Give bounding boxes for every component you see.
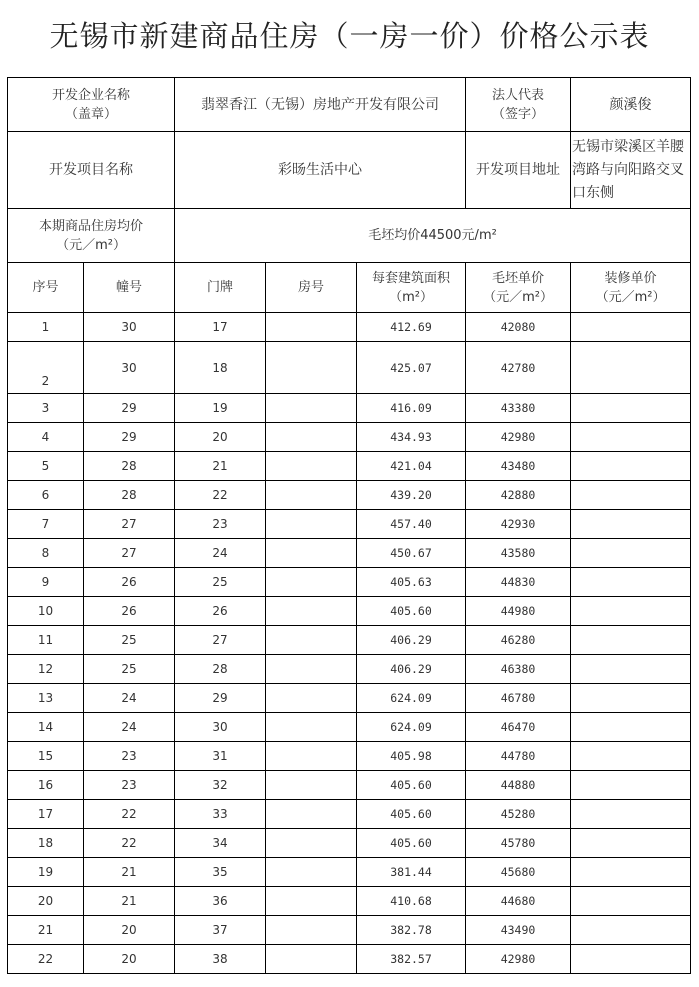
table-body bbox=[8, 78, 691, 974]
table-row bbox=[8, 626, 691, 655]
cell-room bbox=[266, 858, 357, 887]
cell-seq: 18 bbox=[8, 829, 84, 858]
cell-door: 28 bbox=[175, 655, 266, 684]
cell-rough-price: 46780 bbox=[466, 684, 571, 713]
cell-seq: 8 bbox=[8, 539, 84, 568]
cell-door: 19 bbox=[175, 394, 266, 423]
cell-rough-price: 42980 bbox=[466, 945, 571, 974]
cell-building: 28 bbox=[84, 481, 175, 510]
cell-deco-price bbox=[571, 858, 691, 887]
cell-deco-price bbox=[571, 568, 691, 597]
cell-deco-price bbox=[571, 945, 691, 974]
project-name-label: 开发项目名称 bbox=[8, 132, 175, 209]
col-header-rough-price bbox=[466, 263, 571, 313]
table-row bbox=[8, 568, 691, 597]
cell-building: 26 bbox=[84, 597, 175, 626]
cell-rough-price: 42980 bbox=[466, 423, 571, 452]
cell-building: 25 bbox=[84, 626, 175, 655]
cell-door: 21 bbox=[175, 452, 266, 481]
cell-door: 33 bbox=[175, 800, 266, 829]
col-header-area-label: 每套建筑面积 bbox=[372, 270, 451, 286]
cell-door: 34 bbox=[175, 829, 266, 858]
table-row bbox=[8, 945, 691, 974]
cell-room bbox=[266, 481, 357, 510]
cell-rough-price: 44680 bbox=[466, 887, 571, 916]
table-row bbox=[8, 452, 691, 481]
cell-building: 25 bbox=[84, 655, 175, 684]
cell-seq: 20 bbox=[8, 887, 84, 916]
project-name-value: 彩旸生活中心 bbox=[175, 132, 466, 209]
cell-deco-price bbox=[571, 597, 691, 626]
cell-area: 416.09 bbox=[357, 394, 466, 423]
table-row bbox=[8, 858, 691, 887]
project-address-value: 无锡市梁溪区羊腰湾路与向阳路交叉口东侧 bbox=[571, 132, 691, 209]
cell-door: 29 bbox=[175, 684, 266, 713]
cell-rough-price: 42930 bbox=[466, 510, 571, 539]
cell-rough-price: 43480 bbox=[466, 452, 571, 481]
col-header-building: 幢号 bbox=[84, 263, 175, 313]
cell-building: 23 bbox=[84, 771, 175, 800]
table-row bbox=[8, 771, 691, 800]
cell-area: 406.29 bbox=[357, 626, 466, 655]
cell-room bbox=[266, 887, 357, 916]
cell-room bbox=[266, 452, 357, 481]
cell-deco-price bbox=[571, 655, 691, 684]
cell-room bbox=[266, 916, 357, 945]
cell-room bbox=[266, 742, 357, 771]
cell-deco-price bbox=[571, 829, 691, 858]
cell-area: 410.68 bbox=[357, 887, 466, 916]
table-row bbox=[8, 510, 691, 539]
table-row bbox=[8, 342, 691, 394]
cell-door: 17 bbox=[175, 313, 266, 342]
col-header-deco-price-unit: （元／m²） bbox=[595, 289, 666, 305]
table-row bbox=[8, 742, 691, 771]
col-header-rough-price-label: 毛坯单价 bbox=[492, 270, 545, 286]
cell-rough-price: 44780 bbox=[466, 742, 571, 771]
cell-rough-price: 42880 bbox=[466, 481, 571, 510]
cell-area: 624.09 bbox=[357, 713, 466, 742]
cell-deco-price bbox=[571, 916, 691, 945]
cell-area: 381.44 bbox=[357, 858, 466, 887]
table-row bbox=[8, 655, 691, 684]
legal-rep-label: 法人代表 bbox=[492, 87, 545, 103]
cell-door: 35 bbox=[175, 858, 266, 887]
developer-label-note: （盖章） bbox=[65, 106, 118, 122]
cell-area: 450.67 bbox=[357, 539, 466, 568]
cell-door: 32 bbox=[175, 771, 266, 800]
cell-room bbox=[266, 626, 357, 655]
cell-area: 457.40 bbox=[357, 510, 466, 539]
cell-room bbox=[266, 394, 357, 423]
cell-deco-price bbox=[571, 742, 691, 771]
cell-room bbox=[266, 568, 357, 597]
cell-deco-price bbox=[571, 423, 691, 452]
col-header-deco-price-label: 装修单价 bbox=[604, 270, 657, 286]
cell-area: 412.69 bbox=[357, 313, 466, 342]
cell-area: 382.78 bbox=[357, 916, 466, 945]
cell-door: 24 bbox=[175, 539, 266, 568]
cell-room bbox=[266, 313, 357, 342]
table-row bbox=[8, 829, 691, 858]
avg-price-label-cell bbox=[8, 209, 175, 263]
cell-deco-price bbox=[571, 626, 691, 655]
cell-area: 439.20 bbox=[357, 481, 466, 510]
cell-door: 31 bbox=[175, 742, 266, 771]
cell-area: 405.60 bbox=[357, 800, 466, 829]
legal-rep-value: 颜溪俊 bbox=[571, 78, 691, 132]
cell-door: 20 bbox=[175, 423, 266, 452]
col-header-area bbox=[357, 263, 466, 313]
avg-price-value: 毛坯均价44500元/m² bbox=[175, 209, 691, 263]
cell-room bbox=[266, 713, 357, 742]
table-row bbox=[8, 597, 691, 626]
cell-room bbox=[266, 800, 357, 829]
page-title: 无锡市新建商品住房（一房一价）价格公示表 bbox=[49, 19, 650, 53]
cell-door: 36 bbox=[175, 887, 266, 916]
cell-seq: 3 bbox=[8, 394, 84, 423]
legal-rep-label-note: （签字） bbox=[492, 106, 545, 122]
cell-seq: 17 bbox=[8, 800, 84, 829]
cell-deco-price bbox=[571, 684, 691, 713]
cell-door: 25 bbox=[175, 568, 266, 597]
cell-seq: 2 bbox=[8, 342, 84, 394]
table-row bbox=[8, 916, 691, 945]
cell-rough-price: 42780 bbox=[466, 342, 571, 394]
developer-label: 开发企业名称 bbox=[52, 87, 131, 103]
cell-rough-price: 46470 bbox=[466, 713, 571, 742]
cell-seq: 1 bbox=[8, 313, 84, 342]
table-row bbox=[8, 684, 691, 713]
cell-seq: 13 bbox=[8, 684, 84, 713]
cell-seq: 21 bbox=[8, 916, 84, 945]
cell-room bbox=[266, 829, 357, 858]
column-header-row bbox=[8, 263, 691, 313]
table-row bbox=[8, 313, 691, 342]
cell-building: 21 bbox=[84, 858, 175, 887]
cell-rough-price: 46280 bbox=[466, 626, 571, 655]
developer-row bbox=[8, 78, 691, 132]
cell-rough-price: 42080 bbox=[466, 313, 571, 342]
cell-deco-price bbox=[571, 313, 691, 342]
cell-area: 421.04 bbox=[357, 452, 466, 481]
cell-building: 20 bbox=[84, 916, 175, 945]
cell-room bbox=[266, 597, 357, 626]
cell-area: 405.60 bbox=[357, 597, 466, 626]
table-row bbox=[8, 481, 691, 510]
cell-rough-price: 43580 bbox=[466, 539, 571, 568]
cell-room bbox=[266, 771, 357, 800]
cell-door: 18 bbox=[175, 342, 266, 394]
cell-seq: 16 bbox=[8, 771, 84, 800]
cell-seq: 6 bbox=[8, 481, 84, 510]
developer-label-cell bbox=[8, 78, 175, 132]
cell-deco-price bbox=[571, 800, 691, 829]
cell-deco-price bbox=[571, 713, 691, 742]
col-header-seq: 序号 bbox=[8, 263, 84, 313]
cell-door: 38 bbox=[175, 945, 266, 974]
table-row bbox=[8, 887, 691, 916]
cell-building: 30 bbox=[84, 313, 175, 342]
cell-building: 22 bbox=[84, 800, 175, 829]
col-header-area-unit: （m²） bbox=[389, 289, 433, 305]
cell-rough-price: 44830 bbox=[466, 568, 571, 597]
cell-deco-price bbox=[571, 342, 691, 394]
cell-deco-price bbox=[571, 452, 691, 481]
cell-building: 23 bbox=[84, 742, 175, 771]
cell-building: 26 bbox=[84, 568, 175, 597]
cell-rough-price: 45680 bbox=[466, 858, 571, 887]
cell-building: 30 bbox=[84, 342, 175, 394]
cell-building: 20 bbox=[84, 945, 175, 974]
avg-price-row bbox=[8, 209, 691, 263]
cell-deco-price bbox=[571, 394, 691, 423]
cell-deco-price bbox=[571, 887, 691, 916]
cell-area: 382.57 bbox=[357, 945, 466, 974]
cell-room bbox=[266, 539, 357, 568]
col-header-room: 房号 bbox=[266, 263, 357, 313]
cell-building: 24 bbox=[84, 713, 175, 742]
cell-rough-price: 45280 bbox=[466, 800, 571, 829]
cell-building: 24 bbox=[84, 684, 175, 713]
developer-value: 翡翠香江（无锡）房地产开发有限公司 bbox=[175, 78, 466, 132]
cell-seq: 19 bbox=[8, 858, 84, 887]
project-address-label: 开发项目地址 bbox=[466, 132, 571, 209]
cell-seq: 11 bbox=[8, 626, 84, 655]
cell-rough-price: 46380 bbox=[466, 655, 571, 684]
cell-area: 405.60 bbox=[357, 829, 466, 858]
cell-seq: 12 bbox=[8, 655, 84, 684]
cell-building: 22 bbox=[84, 829, 175, 858]
cell-seq: 9 bbox=[8, 568, 84, 597]
cell-rough-price: 44980 bbox=[466, 597, 571, 626]
cell-building: 29 bbox=[84, 423, 175, 452]
cell-seq: 4 bbox=[8, 423, 84, 452]
avg-price-label: 本期商品住房均价 bbox=[39, 218, 144, 234]
cell-seq: 5 bbox=[8, 452, 84, 481]
cell-seq: 15 bbox=[8, 742, 84, 771]
cell-deco-price bbox=[571, 539, 691, 568]
cell-seq: 22 bbox=[8, 945, 84, 974]
cell-seq: 14 bbox=[8, 713, 84, 742]
cell-door: 30 bbox=[175, 713, 266, 742]
cell-door: 22 bbox=[175, 481, 266, 510]
legal-rep-label-cell bbox=[466, 78, 571, 132]
cell-door: 26 bbox=[175, 597, 266, 626]
cell-building: 27 bbox=[84, 539, 175, 568]
table-row bbox=[8, 713, 691, 742]
cell-building: 27 bbox=[84, 510, 175, 539]
cell-area: 406.29 bbox=[357, 655, 466, 684]
col-header-door: 门牌 bbox=[175, 263, 266, 313]
cell-building: 29 bbox=[84, 394, 175, 423]
cell-area: 434.93 bbox=[357, 423, 466, 452]
cell-room bbox=[266, 945, 357, 974]
cell-door: 23 bbox=[175, 510, 266, 539]
table-row bbox=[8, 800, 691, 829]
cell-room bbox=[266, 423, 357, 452]
cell-room bbox=[266, 655, 357, 684]
cell-area: 425.07 bbox=[357, 342, 466, 394]
cell-rough-price: 45780 bbox=[466, 829, 571, 858]
table-row bbox=[8, 394, 691, 423]
table-row bbox=[8, 423, 691, 452]
cell-building: 28 bbox=[84, 452, 175, 481]
col-header-rough-price-unit: （元／m²） bbox=[483, 289, 553, 305]
cell-area: 405.63 bbox=[357, 568, 466, 597]
cell-door: 27 bbox=[175, 626, 266, 655]
cell-room bbox=[266, 342, 357, 394]
col-header-deco-price bbox=[571, 263, 691, 313]
cell-seq: 7 bbox=[8, 510, 84, 539]
cell-deco-price bbox=[571, 771, 691, 800]
cell-door: 37 bbox=[175, 916, 266, 945]
table-row bbox=[8, 539, 691, 568]
price-table bbox=[7, 77, 691, 974]
cell-area: 624.09 bbox=[357, 684, 466, 713]
cell-room bbox=[266, 510, 357, 539]
cell-rough-price: 43490 bbox=[466, 916, 571, 945]
cell-area: 405.60 bbox=[357, 771, 466, 800]
cell-room bbox=[266, 684, 357, 713]
cell-rough-price: 43380 bbox=[466, 394, 571, 423]
project-row bbox=[8, 132, 691, 209]
cell-deco-price bbox=[571, 481, 691, 510]
cell-rough-price: 44880 bbox=[466, 771, 571, 800]
cell-seq: 10 bbox=[8, 597, 84, 626]
avg-price-label-unit: （元／m²） bbox=[56, 237, 126, 253]
cell-area: 405.98 bbox=[357, 742, 466, 771]
cell-deco-price bbox=[571, 510, 691, 539]
cell-building: 21 bbox=[84, 887, 175, 916]
